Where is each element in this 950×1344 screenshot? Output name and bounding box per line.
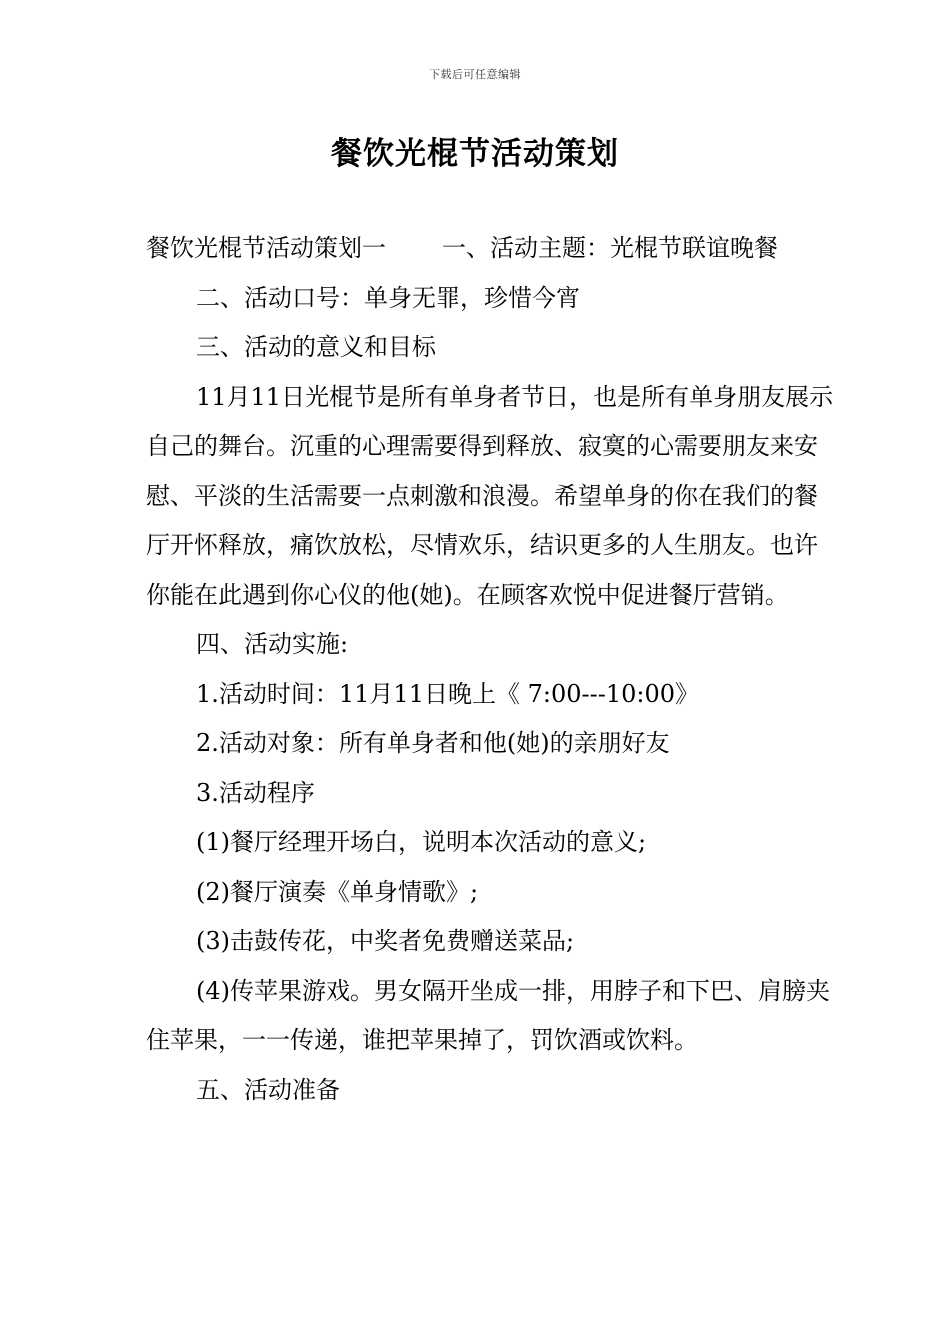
paragraph-step-1: (1)餐厅经理开场白，说明本次活动的意义;	[196, 828, 647, 856]
document-title: 餐饮光棍节活动策划	[331, 136, 619, 172]
paragraph-preparation-heading: 五、活动准备	[196, 1075, 340, 1104]
paragraph-procedure-heading: 3.活动程序	[196, 778, 315, 807]
intro-heading: 餐饮光棍节活动策划一	[146, 234, 386, 262]
activity-theme: 一、活动主题：光棍节联谊晚餐	[442, 234, 778, 262]
paragraph-slogan: 二、活动口号：单身无罪，珍惜今宵	[196, 283, 580, 312]
paragraph-step-2: (2)餐厅演奏《单身情歌》;	[196, 877, 479, 906]
paragraph-meaning-heading: 三、活动的意义和目标	[196, 333, 436, 361]
paragraph-intro	[146, 224, 836, 274]
paragraph-target: 2.活动对象：所有单身者和他(她)的亲朋好友	[196, 729, 670, 757]
paragraph-implementation-heading: 四、活动实施:	[196, 630, 349, 658]
header-note: 下载后可任意编辑	[429, 68, 521, 81]
paragraph-meaning-body: 11月11日光棍节是所有单身者节日，也是所有单身朋友展示自己的舞台。沉重的心理需要得到释放、寂寞的心需要朋友来安慰、平淡的生活需要一点刺激和浪漫。希望单身的你在我们的餐厅开怀释放，痛饮放松，尽情欢乐，结识更多的人生朋友。也许你能在此遇到你心仪的他(她)。在顾客欢悦中促进餐厅营销。	[146, 382, 834, 609]
document-body	[146, 224, 836, 1115]
paragraph-time: 1.活动时间：11月11日晚上《 7:00---10:00》	[196, 679, 699, 708]
paragraph-step-3: (3)击鼓传花，中奖者免费赠送菜品;	[196, 927, 575, 955]
paragraph-step-4: (4)传苹果游戏。男女隔开坐成一排，用脖子和下巴、肩膀夹住苹果，一一传递，谁把苹果掉了，罚饮酒或饮料。	[146, 976, 830, 1054]
